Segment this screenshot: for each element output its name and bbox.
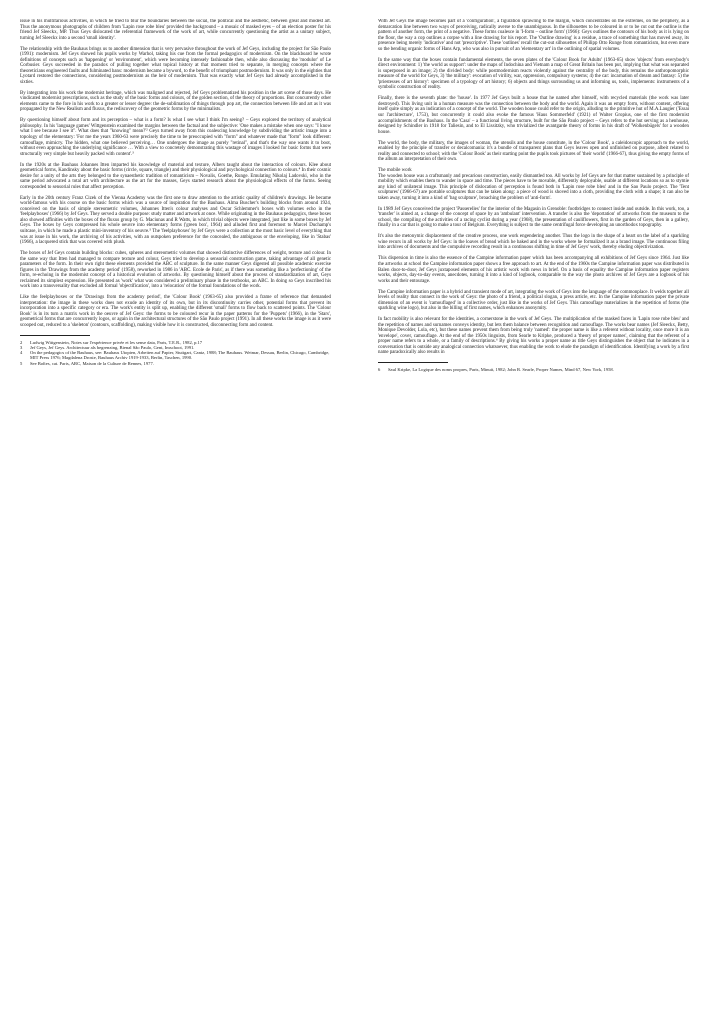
paragraph: The boxes of Jef Geys contain building blocks: cubes, spheres and stereometric volumes that showed distinctive differences of weight, texture and colour. In the same way that Itten had managed to compare texture and colour, Geys tried to develop a sensorial construction game, taking advantage of all genetic parameters of the form. In their own right these elements provided the ABC of sculpture. In the same manner Geys digested all possible academic exercise figures in the 'Drawings from the academy period' (1958), reworked in 1986 in 'ABC. Ecole de Paris', as if there was something like a 'perfectioning' of the form, re-echoing in the modernist concept of a historical evolution of artworks. By questioning himself about the process of standardization of art, Geys reclaimed its simplest expression. He presented as 'work' what was considered a preliminary phase in the textbooks, an ABC. In doing so Geys inscribed his work into a transversality that excluded all formal 'objectification', into a 'relocation' of the formal foundations of the work. [20, 251, 331, 290]
footnote-text: Saul Kripke, La Logique des noms propres, Paris, Minuit, 1982; John R. Searle, Proper Names, Mind 67, New York, 1958. [388, 366, 614, 372]
paragraph: Early in the 20th century Franz Cizek of the Vienna Academy was the first one to draw attention to the artistic quality of children's drawings. He became world-famous with his course on the basic forms which was a source of inspiration for the Bauhaus. Alma Buscher's building blocks from around 1924, conceived on the basis of simple stereometric volumes, Johannes Itten's colour analyses and Oscar Schlemmer's boxes with volumes echo in the 'feelplayboxes' (1966) by Jef Geys. They served a double purpose: study matter and artwork at once. While originating in the Bauhaus pedagogics, these boxes also showed affinities with the boxes of the fluxus group by G. Maciunas and R Watts, in which trivial objects were integrated, just like in some boxes by Jef Geys. The boxes by Geys compressed his whole oeuvre into elementary forms ('green box', 1964) and alluded first and foremost to Marcel Duchamp's suitcase, in which he made a plastic mini-inventory of his oeuvre.⁵ The 'feelplayboxes' by Jef Geys were a collection at the most basic level of everything that was at issue in his work, the archiving of his activities, with an outspoken preference for the concealed, the ambiguous or the enveloping, like in 'Stabas' (1966), a lacquered stick that was covered with plush. [20, 195, 331, 246]
paragraph: By questioning himself about form and its perception – what is a form? Is what I see what I think I'm seeing? – Geys explored the territory of analytical philosophy. In his 'language games' Wittgenstein examined the margins between the factual and the subjective: 'One makes a mistake when one says: "I know what I see because I see it". What does that "knowing" mean?'² Geys turned away from this coalescing knowledge by subdividing the artistic image into a topology of the elementary: 'For me the years 1960-63 were precisely the time to be preoccupied with "form" and whatever made that "form" look different: camouflage, mimicry. The hidden, what one believed perceiving… One undergoes the image as purely "retinal", and that's the way one wants it to boot, without even approaching the underlying significance … With a view to concretely demonstrating this wastage of images I looked for basic forms that were structurally very simple but heavily packed with content'.³ [20, 118, 331, 157]
paragraph: In the same way that the boxes contain fundamental elements, the seven plates of the 'Colour Book for Adults' (1963-65) show 'objects' from everybody's direct environment: 1) 'the world as support': under the maps of Indochina and Vietnam a map of Great Britain has been put, implying that what was separated is superposed in an image; 2) the divided body: while postmodernism reacts violently against the centrality of the body, this remains the anthropomorphic measure of the world for Geys, 3) 'the military': evocation of virility, war, oppression, compulsory systems; 4) the car: incarnation of dream and fantasy: 5) the 'priestesses of art history': specimen of a typology of art history; 6) objects and things surrounding us and informing us, tools, implements: instruments of a symbolic construction of reality. [378, 57, 689, 91]
right-column [378, 19, 689, 1011]
footnote-number: 4 [20, 350, 23, 356]
footnote [20, 361, 331, 366]
footnote [378, 367, 689, 372]
paragraph: By integrating into his work the modernist heritage, which was maligned and rejected, Jef Geys problematized his position in the art scene of those days. He vindicated modernist prescriptions, such as the study of the basic forms and colours, of the golden section, of the theory of proportions. But concurrently other elements came to the fore in his work to a greater or lesser degree: the de-sublimation of things through pop art, the connection between life and art as it was propagated by the New Realism and fluxus, the rediscovery of the geometric forms by the minimalists. [20, 90, 331, 113]
footnote-number: 2 [20, 339, 23, 345]
footnote-number: 5 [20, 360, 23, 366]
paragraph: It's also the metonymic displacement of the creative process, one work engendering another. Thus the logo in the shape of a heart on the label of a sparkling wine recurs in all works by Jef Geys: in the loaves of bread which he baked and in the works where he formalized it as a brand image. The continuous filing into archives of documents and the compulsive recording result in a continuous shifting in time of Jef Geys' work, thereby eluding objectivization. [378, 234, 689, 251]
paragraph: Like the feelplayboxes or the 'Drawings from the academy period', the 'Colour Book' (1963-65) also provided a frame of reference that demanded interpretation: the image in these works does not exude an identity of its own, but in its discontinuity carries other, potential forms that prevent its incorporation into a specific category or era. The work's entity is split up, enabling the different 'small' forms to flow back to scattered points. The 'Colour Book' is in its turn a matrix work in the oeuvre of Jef Geys: the forms to be coloured recur in the paper patterns for the 'Puppets' (1966), in the 'Stars', geometrical forms that are concurrently logos, or again in the architectural structures of the São Paulo project (1991). In all these works the image is as it were scooped out, reduced to a 'skeleton' (contours, scaffolding), making visible how it is constructed, disconnecting form and content. [20, 295, 331, 328]
footnote-text: Ludwig Wittgenstein, Notes sur l'expérience privée et les sense data, Paris, T.E.R., 1982, p.17 [30, 339, 203, 345]
footnote-text: See Boîtes, cat. Paris, ARC, Maison de la Culture de Rennes, 1977. [30, 360, 154, 366]
paragraph: This dispersion in time is also the essence of the Campine information paper which has been accompanying all exhibitions of Jef Geys since 1964. Just like the artworks at school the Campine information paper shows a free approach to art. At the end of the 1960s the Campine information paper was distributed in Balen door-to-door, Jef Geys juxtaposed elements of his artistic work with news in brief. On a basis of equality the Campine information paper registers works, objects, day-to-day events, anecdotes, turning it into a kind of logbook, comparable to the way the photo archives of Jef Geys are a logbook of his works and their entourage. [378, 256, 689, 284]
paragraph: The Campine information paper is a hybrid and transient mode of art, integrating the work of Geys into the language of the commonplace. It welds together all levels of reality that connect in the work of Geys: the photo of a friend, a political slogan, a press article, etc. In the Campine information paper the private dimension of an event is 'camouflaged' in a collective order, just like in the works of Jef Geys. This camouflage materializes in the repetition of forms (the sparkling wine logo), but also in the billing of first names, which enhances anonymity. [378, 289, 689, 312]
paragraph: The world, the body, the military, the images of woman, the utensils and the house constitute, in the 'Colour Book', a caleidoscopic approach to the world, enabled by the principle of transfer or decalcomania: it's a bundle of transparent plans that Geys leaves open and unfinished on purpose, albeit related to reality and connected to school; with the 'Colour Book' as their starting point the pupils took pictures of 'their world' (1966-67), thus giving the empty forms of the album an interpretation of their own. [378, 140, 689, 163]
footnote-number: 6 [378, 366, 381, 372]
footnote [20, 350, 331, 361]
paragraph: In 1989 Jef Geys conceived the project 'Passerelles' for the interior of the Magasin in Grenoble: footbridges to connect inside and outside. In this work, too, a 'transfer' is aimed at, a change of the concept of space by an 'ambulant' intervention. A transfer is also the 'deportation' of artworks from the museum to the school, the compiling of the activities of a racing cyclist during a year (1968), the presentation of cauliflowers, first in the garden of Geys, then in a gallery, finally in a car that is going to make a tour of Belgium. Everything is subject to the same centrifugal force developing an unorthodox topography. [378, 206, 689, 229]
paragraph: Finally, there is the seventh plate: the 'house'. In 1977 Jef Geys built a house that he named after himself, with recycled materials (the work was later destroyed). This living unit in a human measure was the connection between the body and the world. Again it was an empty form, without content, offering itself quite simply as an indication of a concept of the world. The wooden house could refer to the origin, alluding to the primitive hut of M.A.Laugier ('Essai sur l'architecture', 1753), but concurrently it could also evoke the famous 'Haus Sommerfeld' (1921) of Walter Gropius, one of the first modernist accomplishments of the Bauhaus. In the 'Casa' – a functional living structure, built for the São Paulo project – Geys refers to the hut serving as a henhouse, designed by Schindler in 1918 for Taliesin, and to El Lissitzky, who trivialized the avantgarde theory of forms in his draft of 'Wolkenbügels' for a wooden house. [378, 96, 689, 135]
paragraph: With Jef Geys the image becomes part of a 'configuration', a figuration sprawling to the margin, which concentrates on the extremes, on the periphery, as a demarcation line between two ways of perceiving, radically averse to the unambiguous. In the silhouettes to be coloured in or to be cut out the outline is the pattern of another form, the print of a negative. These forms coalesce in 'I-form – outline form' (1966): Geys outlines the contours of his body as it is lying on the floor, the way a cop outlines a corpse with a line drawing for his report. The 'Outline drawing' is a residue, a trace of something that has moved away, its presence being merely 'indicative' and not 'prescriptive'. These 'outlines' recall the cut-out silhouettes of Philipp Otto Runge from romanticism, but even more so the bending organic forms of Hans Arp, who was also in pursuit of an 'elementary art' in the outlining of spatial volumes. [378, 19, 689, 52]
paragraph: The relationship with the Bauhaus brings us to another dimension that is very pervasive throughout the work of Jef Geys, including the project for São Paulo (1991): modernism. Jef Geys showed his pupils works by Warhol, taking his cue from the formal pedagogics of modernism. On the blackboard he wrote definitions of concepts such as 'happening' or 'environment', which were becoming intensely fashionable then, while also discussing the 'modulor' of Le Corbusier. Geys succeeded in the paradox of pulling together what topical history at that moment tried to separate, in merging concepts where the theoreticians engineered faults and fulminated bans: modernism became a byword, to the benefit of triumphant postmodernism. It was only in the eighties that Lyotard restored the connections, considering postmodernism as the heir of modernism. That was exactly what Jef Geys had already accomplished in the sixties. [20, 46, 331, 85]
left-column [20, 19, 331, 1011]
paragraph: issue in his multifarious activities, in which he tried to blur the boundaries between the social, the political and the aesthetic, between great and modest art. Thus the anonymous photographs of children from 'Lapin rose robe bleu' provided the background – a mosaic of masked eyes – of an election poster for his friend Jef Sleeckx, MP. Thus Geys dislocated the referential framework of the work of art, while concurrently questioning the artist as a unitary subject, turning Jef Sleeckx into a second 'small identity'. [20, 19, 331, 41]
paragraph: In the 1920s at the Bauhaus Johannes Itten imparted his knowledge of material and texture, Albers taught about the interaction of colours. Klee about geometrical forms, Kandinsky about the basic forms (circle, square, triangle) and their physiological and psychological connection to colours.⁴ In their cosmic desire for a unity of the arts they belonged to the synaesthetic tradition of romanticism – Novalis, Goethe, Runge. Emulating Nikolaj Ladovski, who in the same period advocated a total art with architecture as the art for the masses, Geys started research about the physiological effects of the forms. Seeing corresponded to sensorial rules that affect perception. [20, 162, 331, 190]
footnote-divider [378, 362, 448, 363]
footnote-divider [20, 335, 90, 336]
footnote-text: Jef Geys, Jef Geys. Architectuur als begrenzing, Bienal São Paulo, Gent, Imschoot, 1991. [30, 344, 195, 350]
footnote-text: On the pedagogics of the Bauhaus, see: Bauhaus Utopien, Arbeiten auf Papier, Stuttgart, Cantz, 1988; The Bauhaus. Weimar, Dessau, Berlin, Chicago, Cambridge, MIT Press 1976; Magdalena Droste, Bauhaus Archiv 1919-1933, Berlin, Taschen, 1990. [30, 350, 330, 361]
footnote-number: 3 [20, 344, 23, 350]
section-heading: The mobile work [378, 168, 412, 174]
paragraph: The wooden house was a craftsmanly and precarious construction, easily dismantled too. All works by Jef Geys are for that matter sustained by a principle of mobility which enables them to wander in space and time. The pieces have to be movable, differently deployable, usable at different locations so as to stymie any kind of unilateral image. This principle of dislocation of perception is found both in 'Lapin rose robe bleu' and in the Sao Paulo project. The 'Tent sculptures' (1966-67) are portable sculptures that can be taken along: a piece of wood is shoved into a cloth, providing the cloth with a shape; it can also be taken away, turning it into a kind of 'bag sculpture', broaching the problem of 'anti-form'. [378, 173, 689, 201]
paragraph: In fact mobility is also relevant for the identities, a cornerstone in the work of Jef Geys. The multiplication of the masked faces in 'Lapin rose robe bleu' and the repetition of names and surnames conveys identity, but lets them balance between recognition and camouflage. The works bear names (Jef Sleeckx, Betty, Monique Devolder, Lola, etc), but these names prevent them from being truly 'named': the proper name is like a referent without locality, once more it is an 'envelope', cover, camouflage. At the end of the 1950s linguists, from Searle to Kripke, produced a 'theory of proper names', claiming that the referent of a proper name refers to a whole, or a family of descriptions.⁶ By giving his works a proper name as title Geys distinguishes the object that he indicates in a conversation that is outside any analogical connection whatsoever, thus enabling the work to elude the paradigm of identification. Identifying a work by a first name paradoxically also results in [378, 317, 689, 356]
